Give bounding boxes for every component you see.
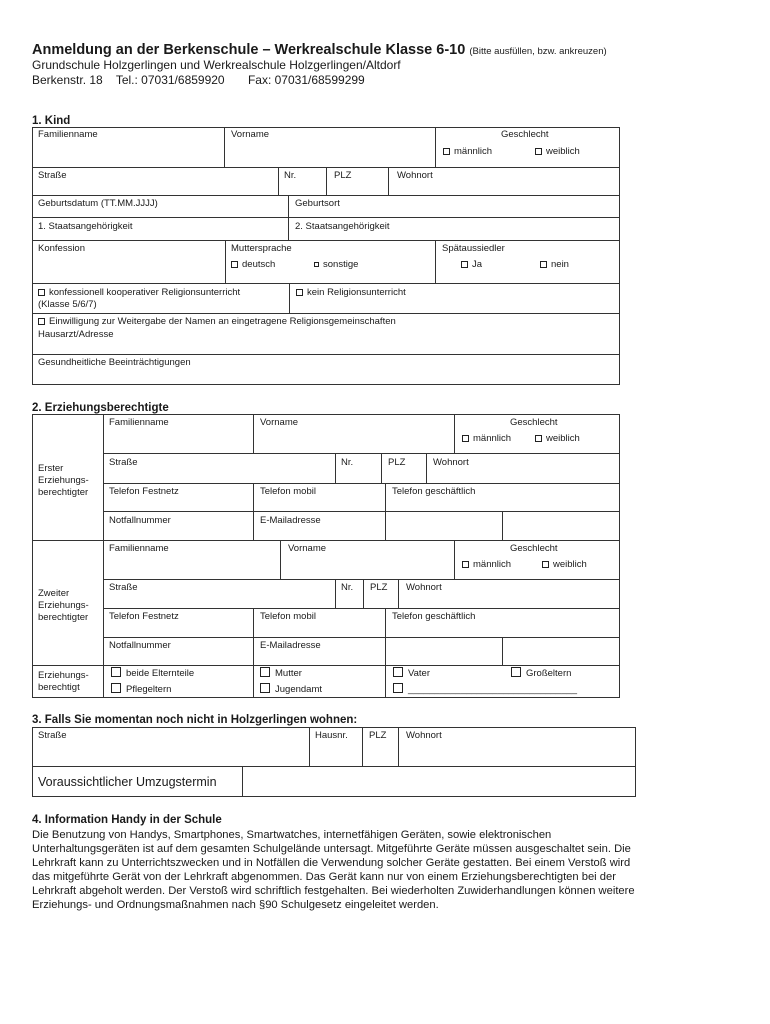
- kind-konf-unterricht-label: konfessionell kooperativer Religionsunterricht: [49, 287, 241, 298]
- jugendamt-label: Jugendamt: [275, 684, 323, 695]
- kind-deutsch-label: deutsch: [242, 259, 276, 270]
- kind-nein-label: nein: [551, 259, 569, 270]
- handy-line: Erziehungs- und Ordnungsmaßnahmen nach §90 Schulgesetz eingeleitet werden.: [32, 899, 439, 911]
- checkbox-icon[interactable]: [462, 561, 469, 568]
- address-tel: Tel.: 07031/6859920: [115, 73, 225, 87]
- erz2-nr-label: Nr.: [341, 582, 354, 593]
- kind-sonstige-label: sonstige: [323, 259, 359, 270]
- erz1-vorname-field[interactable]: [254, 427, 454, 453]
- handy-line: das mitgeführte Gerät von der Lehrkraft abgenommen. Das Gerät kann nur von einem Erziehungsberechtigten bei der: [32, 871, 616, 883]
- kind-konf-unterricht-option[interactable]: [38, 287, 240, 298]
- checkbox-icon[interactable]: [260, 683, 270, 693]
- wohnen-strasse-label: Straße: [38, 730, 67, 741]
- erz2-familienname-label: Familienname: [109, 543, 169, 554]
- pflegeltern-label: Pflegeltern: [126, 684, 172, 695]
- checkbox-icon[interactable]: [314, 262, 319, 267]
- kind-einwilligung-label: Einwilligung zur Weitergabe der Namen an eingetragene Religionsgemeinschaften: [49, 316, 396, 327]
- section-kind-heading: 1. Kind: [32, 115, 71, 127]
- checkbox-icon[interactable]: [38, 318, 45, 325]
- option-pflegeltern[interactable]: [111, 683, 171, 695]
- erz1-maennlich-option[interactable]: [462, 433, 511, 444]
- erster-line-2: Erziehungs-: [38, 475, 89, 486]
- checkbox-icon[interactable]: [393, 667, 403, 677]
- erz2-maennlich-option[interactable]: [462, 559, 511, 570]
- erz1-familienname-label: Familienname: [109, 417, 169, 428]
- erz1-tel-fest-label: Telefon Festnetz: [109, 486, 179, 497]
- kind-plz-label: PLZ: [334, 170, 352, 181]
- checkbox-icon[interactable]: [542, 561, 549, 568]
- checkbox-icon[interactable]: [111, 683, 121, 693]
- kind-konfession-label: Konfession: [38, 243, 86, 254]
- erz1-notfall-label: Notfallnummer: [109, 515, 171, 526]
- berechtigt-line-2: berechtigt: [38, 682, 80, 693]
- erz2-maennlich-label: männlich: [473, 559, 512, 570]
- wohnen-hausnr-label: Hausnr.: [315, 730, 348, 741]
- checkbox-icon[interactable]: [38, 289, 45, 296]
- kind-geschlecht-label: Geschlecht: [501, 129, 549, 140]
- checkbox-icon[interactable]: [296, 289, 303, 296]
- erz1-tel-mobil-label: Telefon mobil: [260, 486, 316, 497]
- erster-line-3: berechtigter: [38, 487, 89, 498]
- kind-spaetaussiedler-label: Spätaussiedler: [442, 243, 505, 254]
- kind-geburtsdatum-label: Geburtsdatum (TT.MM.JJJJ): [38, 198, 158, 209]
- checkbox-icon[interactable]: [111, 667, 121, 677]
- checkbox-icon[interactable]: [461, 261, 468, 268]
- checkbox-icon[interactable]: [443, 148, 450, 155]
- zweiter-line-3: berechtigter: [38, 612, 89, 623]
- erz2-notfall-label: Notfallnummer: [109, 640, 171, 651]
- kind-familienname-label: Familienname: [38, 129, 98, 140]
- address-street: Berkenstr. 18: [32, 73, 103, 87]
- erz1-vorname-label: Vorname: [260, 417, 299, 428]
- zweiter-line-2: Erziehungs-: [38, 600, 89, 611]
- erz2-familienname-field[interactable]: [104, 553, 280, 579]
- handy-text: [32, 828, 742, 912]
- erz2-vorname-field[interactable]: [281, 553, 454, 579]
- umzug-field[interactable]: [243, 767, 636, 797]
- kind-gesundheit-label: Gesundheitliche Beeinträchtigungen: [38, 357, 191, 368]
- school-address: [32, 73, 365, 87]
- kind-strasse-field[interactable]: [32, 180, 278, 195]
- kind-kein-religion-label: kein Religionsunterricht: [307, 287, 406, 298]
- kind-geburtsort-label: Geburtsort: [295, 198, 340, 209]
- kind-staat1-label: 1. Staatsangehörigkeit: [38, 221, 133, 232]
- erz2-strasse-label: Straße: [109, 582, 138, 593]
- kind-familienname-field[interactable]: [32, 137, 224, 167]
- option-mutter[interactable]: [260, 667, 302, 679]
- erz1-maennlich-label: männlich: [473, 433, 512, 444]
- erz2-weiblich-option[interactable]: [542, 559, 587, 570]
- erz2-weiblich-label: weiblich: [553, 559, 587, 570]
- kind-hausarzt-label: Hausarzt/Adresse: [38, 329, 114, 340]
- kind-vorname-label: Vorname: [231, 129, 270, 140]
- kind-nr-label: Nr.: [284, 170, 297, 181]
- erz1-email-label: E-Mailadresse: [260, 515, 321, 526]
- berechtigt-line-1: Erziehungs-: [38, 670, 89, 681]
- section-handy-heading: 4. Information Handy in der Schule: [32, 814, 222, 826]
- option-jugendamt[interactable]: [260, 683, 322, 695]
- kind-weiblich-option[interactable]: [535, 146, 580, 157]
- erster-erz-label: [38, 463, 89, 499]
- erz2-wohnort-label: Wohnort: [406, 582, 442, 593]
- mutter-label: Mutter: [275, 668, 302, 679]
- kind-sonstige-option[interactable]: [314, 259, 358, 270]
- erz2-email-label: E-Mailadresse: [260, 640, 321, 651]
- kind-wohnort-field[interactable]: [389, 180, 620, 195]
- checkbox-icon[interactable]: [540, 261, 547, 268]
- erz2-plz-label: PLZ: [370, 582, 388, 593]
- erz1-geschlecht-label: Geschlecht: [510, 417, 558, 428]
- title-note: (Bitte ausfüllen, bzw. ankreuzen): [469, 46, 607, 57]
- checkbox-icon[interactable]: [260, 667, 270, 677]
- kind-deutsch-option[interactable]: [231, 259, 275, 270]
- checkbox-icon[interactable]: [393, 683, 403, 693]
- erziehungsberechtigt-label: [38, 670, 89, 694]
- erz2-tel-gesch-label: Telefon geschäftlich: [392, 611, 476, 622]
- umzug-label: Voraussichtlicher Umzugstermin: [38, 775, 217, 789]
- erz1-wohnort-label: Wohnort: [433, 457, 469, 468]
- zweiter-erz-label: [38, 588, 89, 624]
- kind-vorname-field[interactable]: [225, 137, 435, 167]
- kind-weiblich-label: weiblich: [546, 146, 580, 157]
- wohnen-strasse-field[interactable]: [33, 740, 309, 766]
- kind-maennlich-option[interactable]: [443, 146, 492, 157]
- kind-staat2-label: 2. Staatsangehörigkeit: [295, 221, 390, 232]
- kind-konf-klasse-label: (Klasse 5/6/7): [38, 299, 97, 310]
- checkbox-icon[interactable]: [511, 667, 521, 677]
- erz1-plz-label: PLZ: [388, 457, 406, 468]
- zweiter-line-1: Zweiter: [38, 588, 70, 599]
- checkbox-icon[interactable]: [462, 435, 469, 442]
- handy-line: Die Benutzung von Handys, Smartphones, Smartwatches, internetfähigen Geräten, sowie elektronischen: [32, 829, 552, 841]
- erz2-tel-fest-label: Telefon Festnetz: [109, 611, 179, 622]
- kind-kein-religion-option[interactable]: [296, 287, 406, 298]
- wohnen-wohnort-label: Wohnort: [406, 730, 442, 741]
- checkbox-icon[interactable]: [535, 148, 542, 155]
- grosseltern-label: Großeltern: [526, 668, 572, 679]
- erster-line-1: Erster: [38, 463, 64, 474]
- kind-maennlich-label: männlich: [454, 146, 493, 157]
- kind-einwilligung-option[interactable]: [38, 316, 396, 327]
- vater-label: Vater: [408, 668, 431, 679]
- kind-strasse-label: Straße: [38, 170, 67, 181]
- erz2-geschlecht-label: Geschlecht: [510, 543, 558, 554]
- kind-gesundheit-field[interactable]: [32, 368, 620, 385]
- kind-ja-label: Ja: [472, 259, 483, 270]
- beide-label: beide Elternteile: [126, 668, 195, 679]
- erz1-familienname-field[interactable]: [104, 427, 253, 453]
- handy-line: Lehrkraft abgeholt werden. Der Verstoß wird schriftlich festgehalten. Bei wiederholten Zuwiderhandlungen können weitere: [32, 885, 635, 897]
- option-other[interactable]: [393, 683, 577, 695]
- kind-nein-option[interactable]: [540, 259, 569, 270]
- option-beide-elternteile[interactable]: [111, 667, 194, 679]
- kind-muttersprache-label: Muttersprache: [231, 243, 292, 254]
- erz1-weiblich-label: weiblich: [546, 433, 580, 444]
- kind-hausarzt-field[interactable]: [32, 340, 620, 354]
- handy-line: Lehrkraft kann zu Unterrichtszwecken und in Notfällen die Verwendung solcher Geräte gestatten. Bei einem Verstoß wird: [32, 857, 631, 869]
- erz2-vorname-label: Vorname: [288, 543, 327, 554]
- section-wohnen-heading: 3. Falls Sie momentan noch nicht in Holzgerlingen wohnen:: [32, 714, 358, 726]
- address-fax: Fax: 07031/68599299: [247, 73, 365, 87]
- section-erz-heading: 2. Erziehungsberechtigte: [32, 402, 169, 414]
- handy-line: Unterhaltungsgeräten ist auf dem gesamten Schulgelände untersagt. Mitgeführte Geräte müssen ausgeschaltet sein. Die: [32, 843, 631, 855]
- wohnen-wohnort-field[interactable]: [399, 740, 636, 766]
- wohnen-plz-label: PLZ: [369, 730, 387, 741]
- other-line[interactable]: ________________________________: [408, 684, 578, 695]
- kind-wohnort-label: Wohnort: [397, 170, 433, 181]
- erz2-tel-mobil-label: Telefon mobil: [260, 611, 316, 622]
- kind-ja-option[interactable]: [461, 259, 482, 270]
- title-text: Anmeldung an der Berkenschule – Werkrealschule Klasse 6-10: [32, 42, 466, 58]
- option-grosseltern[interactable]: [511, 667, 571, 679]
- erz1-strasse-label: Straße: [109, 457, 138, 468]
- erz1-nr-label: Nr.: [341, 457, 354, 468]
- page-title: [32, 42, 607, 58]
- checkbox-icon[interactable]: [231, 261, 238, 268]
- erz1-tel-gesch-label: Telefon geschäftlich: [392, 486, 476, 497]
- option-vater[interactable]: [393, 667, 430, 679]
- erz1-weiblich-option[interactable]: [535, 433, 580, 444]
- school-name: Grundschule Holzgerlingen und Werkrealschule Holzgerlingen/Altdorf: [32, 58, 401, 72]
- checkbox-icon[interactable]: [535, 435, 542, 442]
